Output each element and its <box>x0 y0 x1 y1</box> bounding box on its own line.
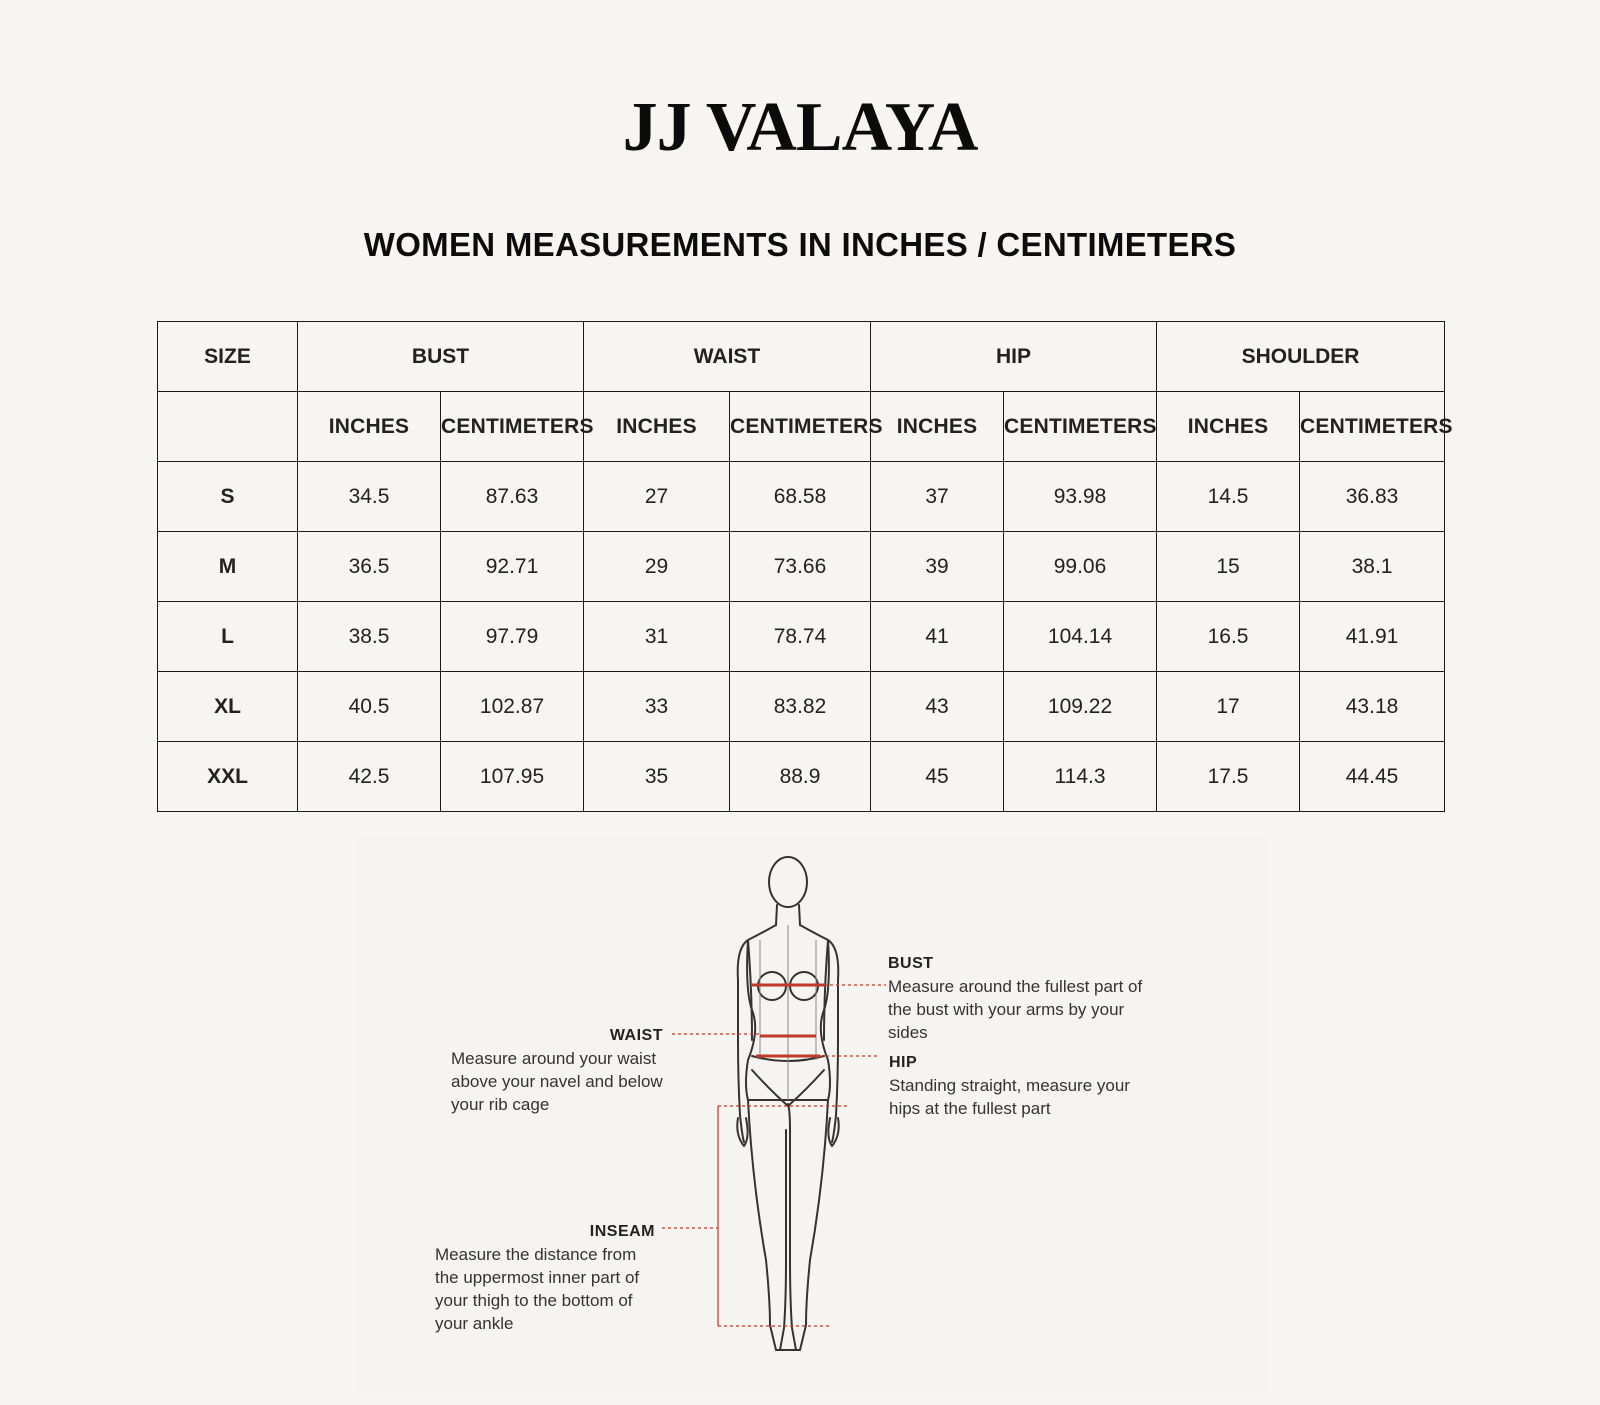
bust-cm: 92.71 <box>441 532 584 602</box>
unit-centimeters: CENTIMETERS <box>441 392 584 462</box>
inseam-callout <box>435 1220 675 1335</box>
header-hip: HIP <box>871 322 1157 392</box>
bust-cm: 97.79 <box>441 602 584 672</box>
size-label: L <box>158 602 298 672</box>
unit-centimeters: CENTIMETERS <box>1004 392 1157 462</box>
hip-text-line: Standing straight, measure your <box>889 1076 1130 1095</box>
shoulder-inches: 17 <box>1157 672 1300 742</box>
inseam-text-line: the uppermost inner part of <box>435 1268 640 1287</box>
shoulder-inches: 16.5 <box>1157 602 1300 672</box>
header-size: SIZE <box>158 322 298 392</box>
bust-inches: 36.5 <box>298 532 441 602</box>
header-shoulder: SHOULDER <box>1157 322 1445 392</box>
hip-inches: 39 <box>871 532 1004 602</box>
waist-callout <box>451 1024 691 1116</box>
unit-inches: INCHES <box>1157 392 1300 462</box>
hip-inches: 45 <box>871 742 1004 812</box>
waist-text-line: above your navel and below <box>451 1072 663 1091</box>
shoulder-cm: 36.83 <box>1300 462 1445 532</box>
waist-cm: 73.66 <box>730 532 871 602</box>
inseam-label: INSEAM <box>589 1223 655 1240</box>
bust-text-line: the bust with your arms by your <box>888 1000 1125 1019</box>
waist-cm: 78.74 <box>730 602 871 672</box>
waist-inches: 27 <box>584 462 730 532</box>
header-waist: WAIST <box>584 322 871 392</box>
unit-centimeters: CENTIMETERS <box>730 392 871 462</box>
bust-inches: 42.5 <box>298 742 441 812</box>
hip-inches: 41 <box>871 602 1004 672</box>
hip-cm: 99.06 <box>1004 532 1157 602</box>
hip-cm: 104.14 <box>1004 602 1157 672</box>
waist-inches: 29 <box>584 532 730 602</box>
size-label: S <box>158 462 298 532</box>
hip-inches: 37 <box>871 462 1004 532</box>
bust-label: BUST <box>888 955 934 972</box>
hip-label: HIP <box>889 1054 918 1071</box>
waist-text-line: your rib cage <box>451 1095 550 1114</box>
bust-cm: 102.87 <box>441 672 584 742</box>
hip-cm: 109.22 <box>1004 672 1157 742</box>
waist-cm: 83.82 <box>730 672 871 742</box>
waist-inches: 31 <box>584 602 730 672</box>
bust-text-line: Measure around the fullest part of <box>888 977 1143 996</box>
shoulder-cm: 43.18 <box>1300 672 1445 742</box>
hip-inches: 43 <box>871 672 1004 742</box>
shoulder-cm: 41.91 <box>1300 602 1445 672</box>
unit-inches: INCHES <box>871 392 1004 462</box>
brand-logo: JJ VALAYA <box>622 89 978 166</box>
shoulder-inches: 15 <box>1157 532 1300 602</box>
hip-text-line: hips at the fullest part <box>889 1099 1051 1118</box>
inseam-text-line: your ankle <box>435 1314 514 1333</box>
waist-text-line: Measure around your waist <box>451 1049 657 1068</box>
inseam-text-line: your thigh to the bottom of <box>435 1291 633 1310</box>
bust-text-line: sides <box>888 1023 928 1042</box>
size-label: XL <box>158 672 298 742</box>
bust-inches: 38.5 <box>298 602 441 672</box>
hip-callout <box>889 1051 1189 1120</box>
shoulder-inches: 14.5 <box>1157 462 1300 532</box>
shoulder-inches: 17.5 <box>1157 742 1300 812</box>
size-label: M <box>158 532 298 602</box>
page-title: WOMEN MEASUREMENTS IN INCHES / CENTIMETERS <box>363 226 1237 263</box>
unit-inches: INCHES <box>584 392 730 462</box>
shoulder-cm: 44.45 <box>1300 742 1445 812</box>
hip-cm: 93.98 <box>1004 462 1157 532</box>
shoulder-cm: 38.1 <box>1300 532 1445 602</box>
bust-callout <box>888 952 1188 1044</box>
bust-cm: 87.63 <box>441 462 584 532</box>
bust-inches: 40.5 <box>298 672 441 742</box>
hip-cm: 114.3 <box>1004 742 1157 812</box>
waist-inches: 35 <box>584 742 730 812</box>
header-bust: BUST <box>298 322 584 392</box>
waist-label: WAIST <box>609 1027 663 1044</box>
inseam-text-line: Measure the distance from <box>435 1245 637 1264</box>
waist-inches: 33 <box>584 672 730 742</box>
waist-cm: 88.9 <box>730 742 871 812</box>
bust-cm: 107.95 <box>441 742 584 812</box>
bust-inches: 34.5 <box>298 462 441 532</box>
unit-centimeters: CENTIMETERS <box>1300 392 1445 462</box>
waist-cm: 68.58 <box>730 462 871 532</box>
unit-inches: INCHES <box>298 392 441 462</box>
size-label: XXL <box>158 742 298 812</box>
